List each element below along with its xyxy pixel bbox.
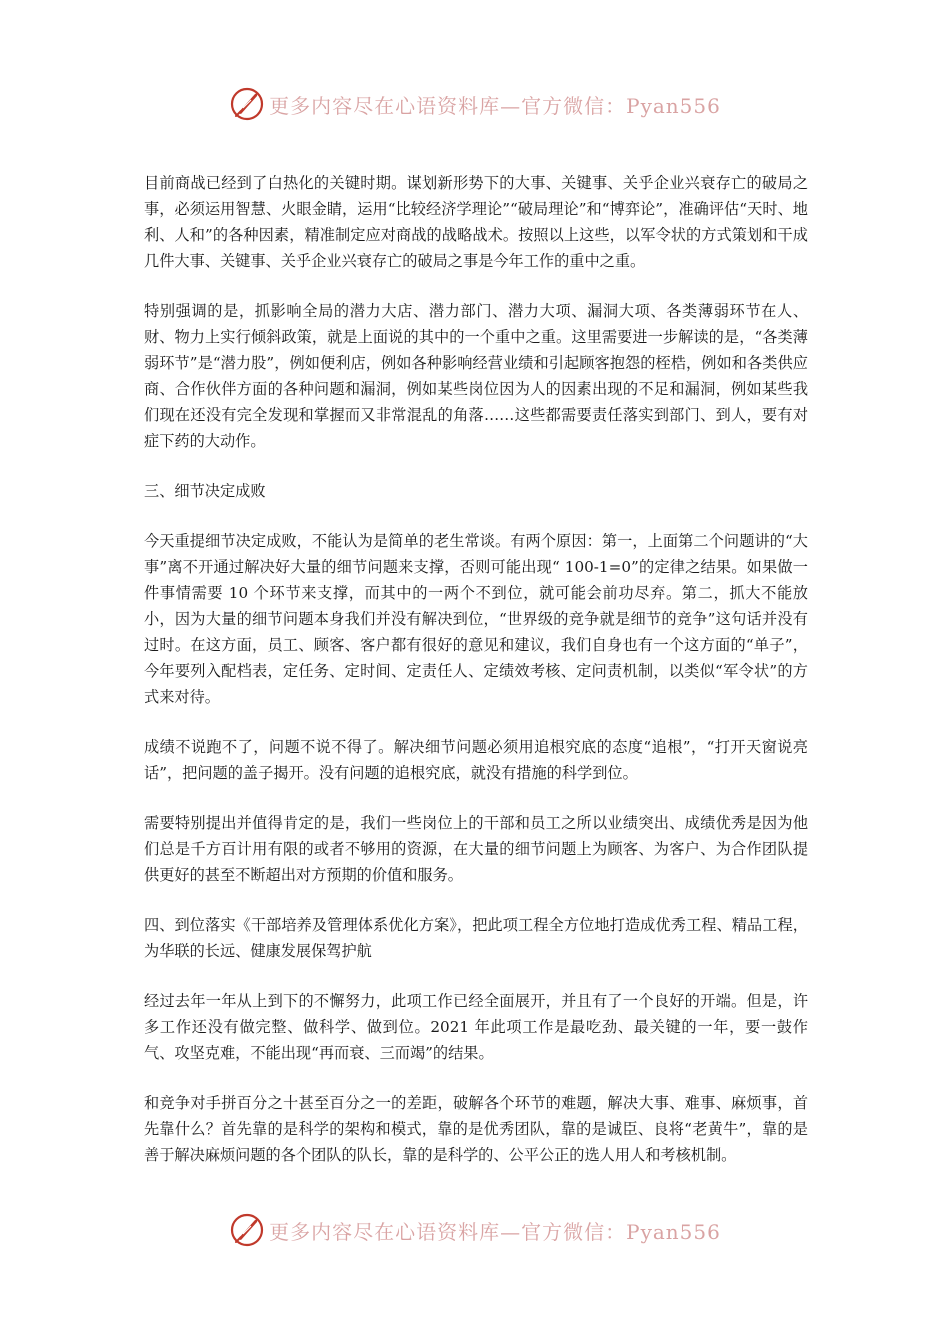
paragraph: 今天重提细节决定成败，不能认为是简单的老生常谈。有两个原因：第一，上面第二个问题讲的“大事”离不开通过解决好大量的细节问题来支撑，否则可能出现“ 100-1=0”的定律之结果。如果做一件事情需要 10 个环节来支撑，而其中的一两个不到位，就可能会前功尽弃。第二，抓大不能放小，因为大量的细节问题本身我们并没有解决到位，“世界级的竞争就是细节的竞争”这句话并没有过时。在这方面，员工、顾客、客户都有很好的意见和建议，我们自身也有一个这方面的“单子”，今年要列入配档表，定任务、定时间、定责任人、定绩效考核、定问责机制，以类似“军令状”的方式来对待。 xyxy=(144,532,808,706)
section-heading: 四、到位落实《干部培养及管理体系优化方案》，把此项工程全方位地打造成优秀工程、精品工程，为华联的长远、健康发展保驾护航 xyxy=(144,916,808,960)
banner-text: 更多内容尽在心语资料库—官方微信：Pyan556 xyxy=(269,93,721,118)
document-body xyxy=(144,170,808,1192)
quill-pen-icon xyxy=(229,86,265,122)
footer-banner xyxy=(0,1206,950,1254)
banner-text: 更多内容尽在心语资料库—官方微信：Pyan556 xyxy=(269,1219,721,1244)
paragraph: 经过去年一年从上到下的不懈努力，此项工作已经全面展开，并且有了一个良好的开端。但是，许多工作还没有做完整、做科学、做到位。2021 年此项工作是最吃劲、最关键的一年，要一鼓作气、攻坚克难，不能出现“再而衰、三而竭”的结果。 xyxy=(144,992,808,1062)
paragraph: 和竞争对手拼百分之十甚至百分之一的差距，破解各个环节的难题，解决大事、难事、麻烦事，首先靠什么？首先靠的是科学的架构和模式，靠的是优秀团队，靠的是诚臣、良将“老黄牛”，靠的是善于解决麻烦问题的各个团队的队长，靠的是科学的、公平公正的选人用人和考核机制。 xyxy=(144,1094,808,1164)
paragraph: 成绩不说跑不了，问题不说不得了。解决细节问题必须用追根究底的态度“追根”，“打开天窗说亮话”，把问题的盖子揭开。没有问题的追根究底，就没有措施的科学到位。 xyxy=(144,738,808,782)
paragraph: 特别强调的是，抓影响全局的潜力大店、潜力部门、潜力大项、漏洞大项、各类薄弱环节在人、财、物力上实行倾斜政策，就是上面说的其中的一个重中之重。这里需要进一步解读的是，“各类薄弱环节”是“潜力股”，例如便利店，例如各种影响经营业绩和引起顾客抱怨的桎梏，例如和各类供应商、合作伙伴方面的各种问题和漏洞，例如某些岗位因为人的因素出现的不足和漏洞，例如某些我们现在还没有完全发现和掌握而又非常混乱的角落……这些都需要责任落实到部门、到人，要有对症下药的大动作。 xyxy=(144,302,808,450)
paragraph: 需要特别提出并值得肯定的是，我们一些岗位上的干部和员工之所以业绩突出、成绩优秀是因为他们总是千方百计用有限的或者不够用的资源，在大量的细节问题上为顾客、为客户、为合作团队提供更好的甚至不断超出对方预期的价值和服务。 xyxy=(144,814,808,884)
quill-pen-icon xyxy=(229,1212,265,1248)
header-banner xyxy=(0,80,950,128)
paragraph: 目前商战已经到了白热化的关键时期。谋划新形势下的大事、关键事、关乎企业兴衰存亡的破局之事，必须运用智慧、火眼金睛，运用“比较经济学理论”“破局理论”和“博弈论”，准确评估“天时、地利、人和”的各种因素，精准制定应对商战的战略战术。按照以上这些，以军令状的方式策划和干成几件大事、关键事、关乎企业兴衰存亡的破局之事是今年工作的重中之重。 xyxy=(144,174,808,270)
section-heading: 三、细节决定成败 xyxy=(144,482,266,500)
